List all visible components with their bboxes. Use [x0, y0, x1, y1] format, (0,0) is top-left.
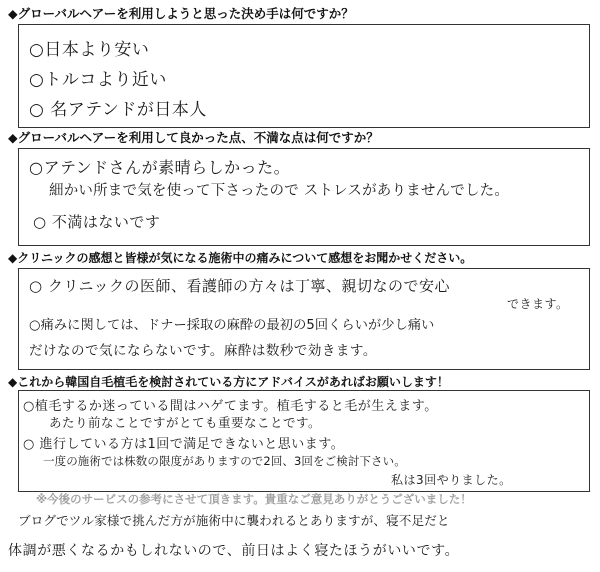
answer-4-line-2: あたり前なことですがとても重要なことです。: [49, 415, 322, 430]
question-1-title: ◆グローバルヘアーを利用しようと思った決め手は何ですか？: [8, 6, 354, 21]
advice-line-1: ブログでツル家様で挑んだ方が施術中に襲われるとありますが、寝不足だと: [18, 513, 450, 528]
answer-box-3: [18, 268, 590, 370]
answer-box-2: [18, 148, 590, 246]
advice-line-2: 体調が悪くなるかもしれないので、前日はよく寝たほうがいいです。: [8, 543, 460, 559]
answer-4-line-3: ○ 進行している方は1回で満足できないと思います。: [23, 437, 345, 452]
answer-2-line-2: 細かい所まで気を使って下さったので ストレスがありませんでした。: [49, 183, 510, 199]
footer-note: ※今後のサービスの参考にさせて頂きます。貴重なご意見ありがとうございました！: [36, 492, 472, 506]
answer-3-line-1: ○ クリニックの医師、看護師の方々は丁寧、親切なので安心: [29, 277, 450, 295]
answer-2-line-1: ○アテンドさんが素晴らしかった。: [29, 158, 291, 177]
answer-4-line-5: 私は3回やりました。: [391, 473, 512, 487]
answer-1-line-2: ○トルコより近い: [29, 70, 167, 90]
answer-box-1: [18, 24, 590, 128]
answer-4-line-1: ○植毛するか迷っている間はハゲてます。植毛すると毛が生えます。: [23, 399, 438, 414]
answer-3-line-2: できます。: [507, 297, 569, 311]
answer-1-line-3: ○ 名アテンドが日本人: [29, 100, 207, 120]
question-2-title: ◆グローバルヘアーを利用して良かった点、不満な点は何ですか？: [8, 130, 379, 145]
answer-1-line-1: ○日本より安い: [29, 40, 150, 60]
answer-box-4: [18, 390, 590, 492]
answer-2-line-3: ○ 不満はないです: [33, 213, 161, 231]
question-4-title: ◆これから韓国自毛植毛を検討されている方にアドバイスがあればお願いします！: [8, 375, 449, 389]
answer-3-line-4: だけなので気にならないです。麻酔は数秒で効きます。: [29, 343, 377, 359]
answer-3-line-3: ○痛みに関しては、ドナー採取の麻酔の最初の5回くらいが少し痛い: [29, 318, 435, 333]
answer-4-line-4: 一度の施術では株数の限度がありますので2回、3回をご検討下さい。: [43, 454, 406, 468]
question-3-title: ◆クリニックの感想と皆様が気になる施術中の痛みについて感想をお聞かせください。: [8, 251, 473, 265]
